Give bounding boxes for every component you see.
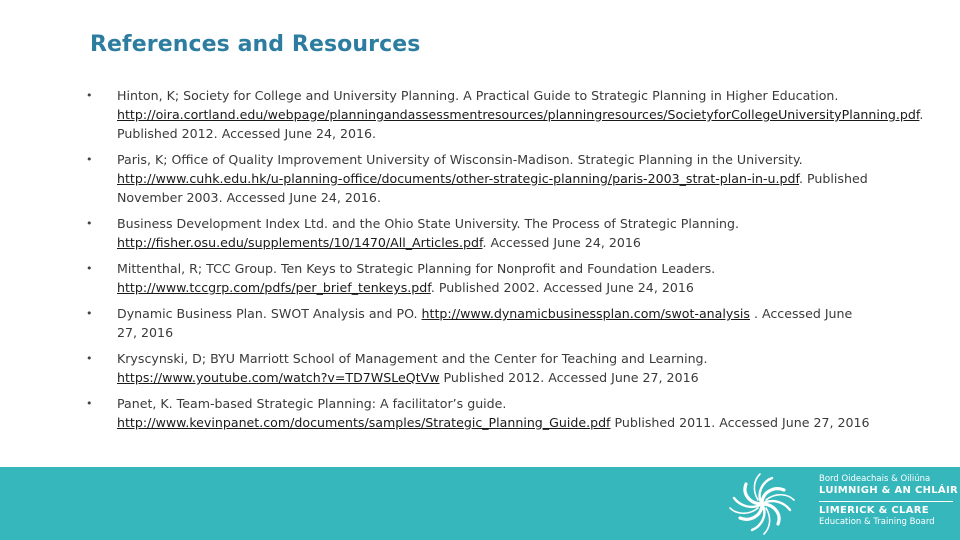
bullet: • (86, 217, 93, 230)
reference-link[interactable]: http://www.tccgrp.com/pdfs/per_brief_tenkeys.pdf (117, 280, 431, 295)
reference-text: Hinton, K; Society for College and University Planning. A Practical Guide to Strategic Planning in Higher Education. (117, 88, 839, 103)
spiral-swirl-logo-icon (722, 472, 802, 536)
reference-tail: . Accessed June 27, 2016 (117, 306, 853, 340)
brand-irish-subtitle: Bord Oideachais & Oiliúna (819, 474, 931, 484)
reference-link[interactable]: http://fisher.osu.edu/supplements/10/1470/All_Articles.pdf (117, 235, 483, 250)
bullet: • (86, 89, 93, 102)
bullet: • (86, 153, 93, 166)
reference-link[interactable]: http://www.cuhk.edu.hk/u-planning-office/documents/other-strategic-planning/paris-2003_strat-plan-in-u.pdf (117, 171, 800, 186)
page-title: References and Resources (90, 32, 421, 57)
reference-item (86, 349, 876, 387)
reference-item (86, 304, 876, 342)
reference-link[interactable]: https://www.youtube.com/watch?v=TD7WSLeQtVw (117, 370, 440, 385)
brand-irish-name: LUIMNIGH & AN CHLÁIR (819, 485, 958, 496)
reference-text: Kryscynski, D; BYU Marriott School of Management and the Center for Teaching and Learning. (117, 351, 708, 366)
bullet: • (86, 397, 93, 410)
reference-item (86, 150, 876, 207)
reference-tail: Published 2012. Accessed June 27, 2016 (439, 370, 699, 385)
references-list (86, 86, 924, 439)
footer-band (0, 467, 960, 540)
brand-english-name: LIMERICK & CLARE (819, 505, 929, 516)
reference-link[interactable]: http://www.dynamicbusinessplan.com/swot-analysis (421, 306, 750, 321)
reference-tail: Published 2011. Accessed June 27, 2016 (610, 415, 870, 430)
reference-text: Dynamic Business Plan. SWOT Analysis and PO. (117, 306, 422, 321)
bullet: • (86, 352, 93, 365)
reference-item (86, 394, 876, 432)
reference-tail: . Accessed June 24, 2016 (482, 235, 641, 250)
reference-item (86, 259, 876, 297)
brand-divider (819, 501, 953, 502)
bullet: • (86, 307, 93, 320)
reference-link[interactable]: http://oira.cortland.edu/webpage/planningandassessmentresources/planningresources/SocietyforCollegeUniversityPlanning.pdf (117, 107, 920, 122)
reference-text: Mittenthal, R; TCC Group. Ten Keys to Strategic Planning for Nonprofit and Foundation Leaders. (117, 261, 716, 276)
brand-wordmark (819, 474, 958, 528)
reference-link[interactable]: http://www.kevinpanet.com/documents/samples/Strategic_Planning_Guide.pdf (117, 415, 611, 430)
reference-item (86, 214, 876, 252)
reference-tail: . Published 2012. Accessed June 24, 2016. (117, 107, 924, 141)
reference-text: Paris, K; Office of Quality Improvement University of Wisconsin-Madison. Strategic Planning in the University. (117, 152, 803, 167)
reference-tail: . Published November 2003. Accessed June 24, 2016. (117, 171, 868, 205)
reference-text: Panet, K. Team-based Strategic Planning: A facilitator’s guide. (117, 396, 507, 411)
bullet: • (86, 262, 93, 275)
reference-text: Business Development Index Ltd. and the Ohio State University. The Process of Strategic Planning. (117, 216, 740, 231)
brand-english-subtitle: Education & Training Board (819, 517, 935, 527)
reference-tail: . Published 2002. Accessed June 24, 2016 (430, 280, 694, 295)
reference-item (86, 86, 924, 143)
